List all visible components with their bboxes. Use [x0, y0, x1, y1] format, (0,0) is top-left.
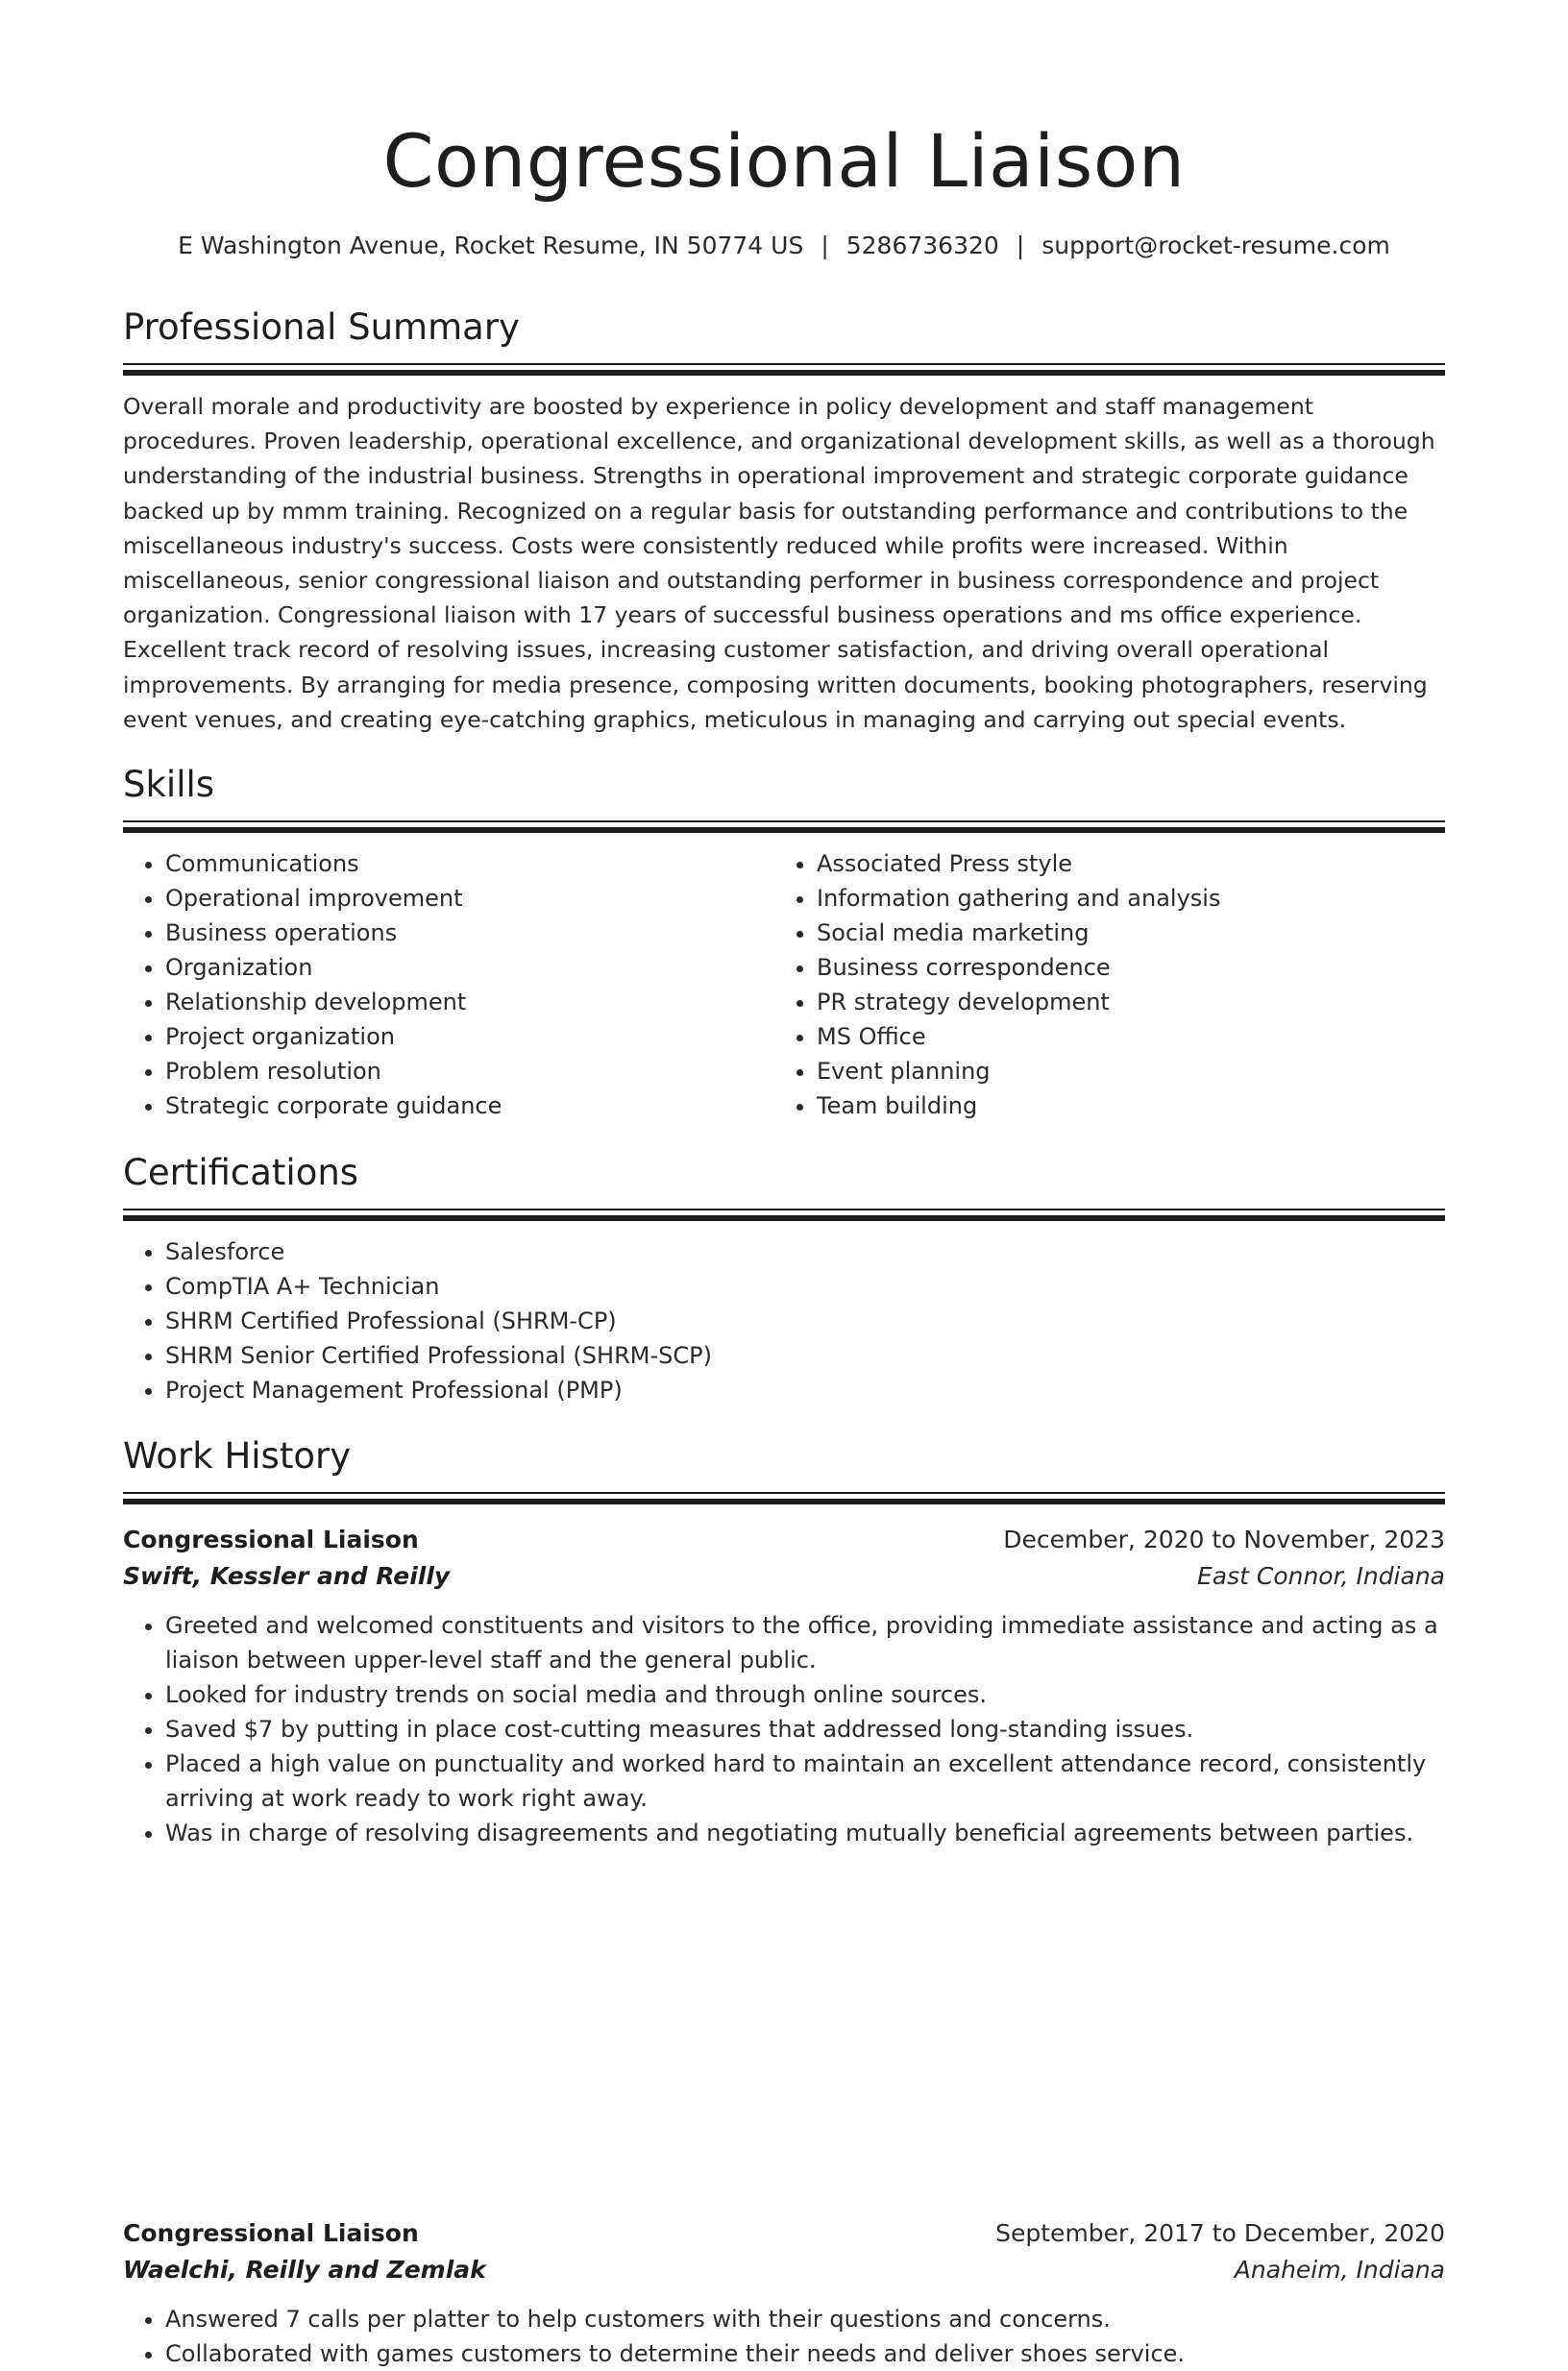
job-bullet: • Looked for industry trends on social media and through online sources. [165, 1677, 1445, 1712]
skill-item: • Associated Press style [817, 846, 1426, 881]
skill-item: • Strategic corporate guidance [165, 1088, 774, 1123]
section-divider [123, 363, 1445, 365]
certification-item: • SHRM Senior Certified Professional (SHRM-SCP) [165, 1338, 1445, 1373]
skill-item: • Business correspondence [817, 950, 1426, 985]
skills-list-right [774, 846, 1426, 1123]
skills-list-left [123, 846, 774, 1123]
section-title: Skills [123, 764, 215, 805]
job-dates: September, 2017 to December, 2020 [995, 2219, 1445, 2247]
skill-item: • PR strategy development [817, 985, 1426, 1019]
section-divider-thick [123, 1215, 1445, 1221]
job-bullet: • Was in charge of resolving disagreements and negotiating mutually beneficial agreements between parties. [165, 1816, 1445, 1850]
job-company: Waelchi, Reilly and Zemlak [123, 2256, 486, 2284]
job-dates: December, 2020 to November, 2023 [1003, 1526, 1445, 1553]
contact-phone: 5286736320 [845, 232, 999, 259]
summary-section [123, 304, 1445, 737]
skill-item: • Social media marketing [817, 916, 1426, 950]
job-entry [123, 2215, 1445, 2371]
skill-item: • Relationship development [165, 985, 774, 1019]
job-bullets [123, 1608, 1445, 1850]
contact-separator: | [1016, 232, 1025, 259]
certification-item: • Salesforce [165, 1234, 1445, 1269]
section-title: Work History [123, 1435, 352, 1477]
job-bullet: • Saved $7 by putting in place cost-cutting measures that addressed long-standing issues. [165, 1712, 1445, 1747]
skill-item: • Communications [165, 846, 774, 881]
section-divider-thick [123, 370, 1445, 376]
skill-item: • Organization [165, 950, 774, 985]
job-company-row [123, 1558, 1445, 1595]
job-location: Anaheim, Indiana [1234, 2256, 1445, 2284]
contact-separator: | [821, 232, 829, 259]
skill-item: • Operational improvement [165, 881, 774, 916]
candidate-name: Congressional Liaison [382, 118, 1186, 204]
skill-item: • Event planning [817, 1054, 1426, 1088]
job-title: Congressional Liaison [123, 2219, 419, 2247]
job-header-row [123, 1522, 1445, 1558]
section-divider [123, 1209, 1445, 1210]
skill-item: • Team building [817, 1088, 1426, 1123]
job-bullets [123, 2302, 1445, 2371]
contact-email: support@rocket-resume.com [1041, 232, 1390, 259]
job-entry [123, 1522, 1445, 1850]
job-company: Swift, Kessler and Reilly [123, 1562, 451, 1590]
resume-page [123, 0, 1445, 2367]
job-title: Congressional Liaison [123, 1526, 419, 1553]
skill-item: • Information gathering and analysis [817, 881, 1426, 916]
skill-item: • Business operations [165, 916, 774, 950]
skill-item: • Project organization [165, 1019, 774, 1054]
section-divider [123, 1492, 1445, 1494]
certification-item: • SHRM Certified Professional (SHRM-CP) [165, 1304, 1445, 1338]
section-divider [123, 820, 1445, 822]
certification-item: • Project Management Professional (PMP) [165, 1373, 1445, 1407]
work-history-section [123, 1432, 1445, 1504]
skill-item: • Problem resolution [165, 1054, 774, 1088]
certifications-list [123, 1234, 1445, 1407]
section-title: Certifications [123, 1152, 359, 1193]
certifications-section [123, 1149, 1445, 1407]
skills-section [123, 761, 1445, 1123]
certification-item: • CompTIA A+ Technician [165, 1269, 1445, 1304]
contact-address: E Washington Avenue, Rocket Resume, IN 50774 US [178, 232, 804, 259]
skill-item: • MS Office [817, 1019, 1426, 1054]
contact-line [123, 229, 1445, 263]
job-bullet: • Collaborated with games customers to determine their needs and deliver shoes service. [165, 2336, 1445, 2371]
job-location: East Connor, Indiana [1196, 1562, 1445, 1590]
skills-columns [123, 833, 1445, 1123]
summary-text: Overall morale and productivity are boosted by experience in policy development and staff management procedures. Proven leadership, operational excellence, and organizational development skills, as well as a thorough understanding of the industrial business. Strengths in operational improvement and strategic corporate guidance backed up by mmm training. Recognized on a regular basis for outstanding performance and contributions to the miscellaneous industry's success. Costs were consistently reduced while profits were increased. Within miscellaneous, senior congressional liaison and outstanding performer in business correspondence and project organization. Congressional liaison with 17 years of successful business operations and ms office experience. Excellent track record of resolving issues, increasing customer satisfaction, and driving overall operational improvements. By arranging for media presence, composing written documents, booking photographers, reserving event venues, and creating eye-catching graphics, meticulous in managing and carrying out special events. [123, 393, 1435, 733]
job-company-row [123, 2252, 1445, 2288]
job-bullet: • Greeted and welcomed constituents and visitors to the office, providing immediate assistance and acting as a liaison between upper-level staff and the general public. [165, 1608, 1445, 1677]
job-bullet: • Answered 7 calls per platter to help customers with their questions and concerns. [165, 2302, 1445, 2336]
job-header-row [123, 2215, 1445, 2252]
section-title: Professional Summary [123, 306, 520, 348]
section-divider-thick [123, 1499, 1445, 1504]
job-bullet: • Placed a high value on punctuality and worked hard to maintain an excellent attendance record, consistently arriving at work ready to work right away. [165, 1747, 1445, 1816]
